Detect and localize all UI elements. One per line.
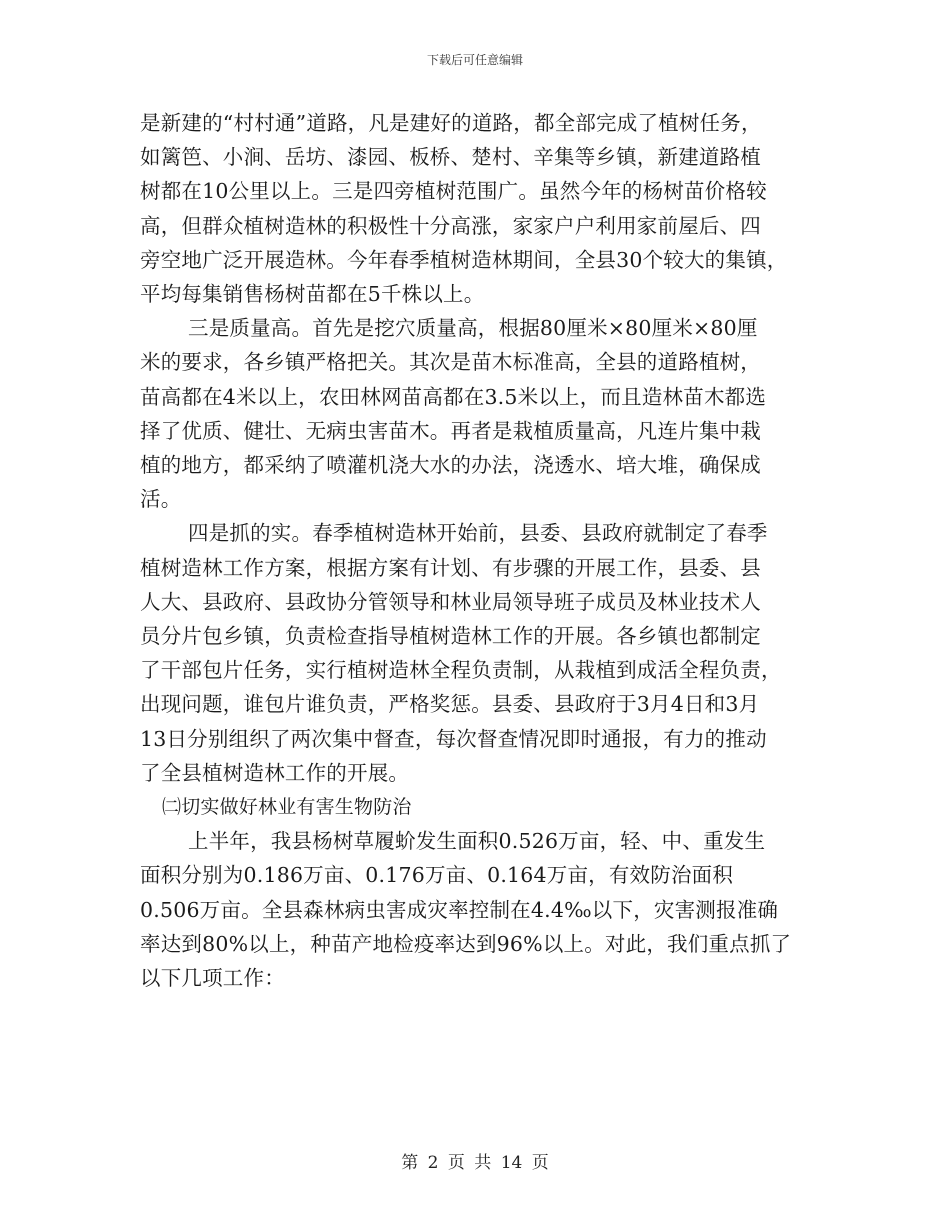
text-line: 面积分别为0.186万亩、0.176万亩、0.164万亩，有效防治面积 <box>140 863 734 888</box>
section-heading: ㈡切实做好林业有害生物防治 <box>162 796 412 819</box>
text-line: 旁空地广泛开展造林。今年春季植树造林期间，全县30个较大的集镇， <box>140 247 788 272</box>
text-line: 树都在10公里以上。三是四旁植树范围广。虽然今年的杨树苗价格较 <box>140 179 767 204</box>
paragraph-first-line: 三是质量高。首先是挖穴质量高，根据80厘米×80厘米×80厘 <box>188 316 758 341</box>
text-line: 13日分别组织了两次集中督查，每次督查情况即时通报，有力的推动 <box>140 726 767 751</box>
text-line: 了全县植树造林工作的开展。 <box>140 760 410 785</box>
text-line: 率达到80%以上，种苗产地检疫率达到96%以上。对此，我们重点抓了 <box>140 931 792 956</box>
text-line: 苗高都在4米以上，农田林网苗高都在3.5米以上，而且造林苗木都选 <box>140 384 767 409</box>
text-line: 以下几项工作： <box>140 966 285 991</box>
text-line: 人大、县政府、县政协分管领导和林业局领导班子成员及林业技术人 <box>140 589 761 614</box>
text-line: 高，但群众植树造林的积极性十分高涨，家家户户利用家前屋后、四 <box>140 213 761 238</box>
header-note: 下载后可任意编辑 <box>426 53 523 67</box>
text-line: 植的地方，都采纳了喷灌机浇大水的办法，浇透水、培大堆，确保成 <box>140 453 761 478</box>
text-line: 0.506万亩。全县森林病虫害成灾率控制在4.4‰以下，灾害测报准确 <box>140 897 779 922</box>
text-line: 植树造林工作方案，根据方案有计划、有步骤的开展工作，县委、县 <box>140 555 761 580</box>
text-line: 如篱笆、小涧、岳坊、漆园、板桥、楚村、辛集等乡镇，新建道路植 <box>140 145 761 170</box>
text-line: 出现问题，谁包片谁负责，严格奖惩。县委、县政府于3月4日和3月 <box>140 692 760 717</box>
paragraph-first-line: 上半年，我县杨树草履蚧发生面积0.526万亩，轻、中、重发生 <box>188 829 766 854</box>
text-line: 择了优质、健壮、无病虫害苗木。再者是栽植质量高，凡连片集中栽 <box>140 418 761 443</box>
page-number-footer: 第 2 页 共 14 页 <box>401 1153 549 1173</box>
text-line: 平均每集销售杨树苗都在5千株以上。 <box>140 282 485 307</box>
text-line: 米的要求，各乡镇严格把关。其次是苗木标准高，全县的道路植树， <box>140 350 761 375</box>
text-line: 是新建的“村村通”道路，凡是建好的道路，都全部完成了植树任务， <box>140 111 762 135</box>
paragraph-first-line: 四是抓的实。春季植树造林开始前，县委、县政府就制定了春季 <box>188 521 768 546</box>
text-line: 员分片包乡镇，负责检查指导植树造林工作的开展。各乡镇也都制定 <box>140 624 761 649</box>
text-line: 活。 <box>140 487 182 512</box>
document-body <box>140 106 820 995</box>
text-line: 了干部包片任务，实行植树造林全程负责制，从栽植到成活全程负责， <box>140 658 782 683</box>
